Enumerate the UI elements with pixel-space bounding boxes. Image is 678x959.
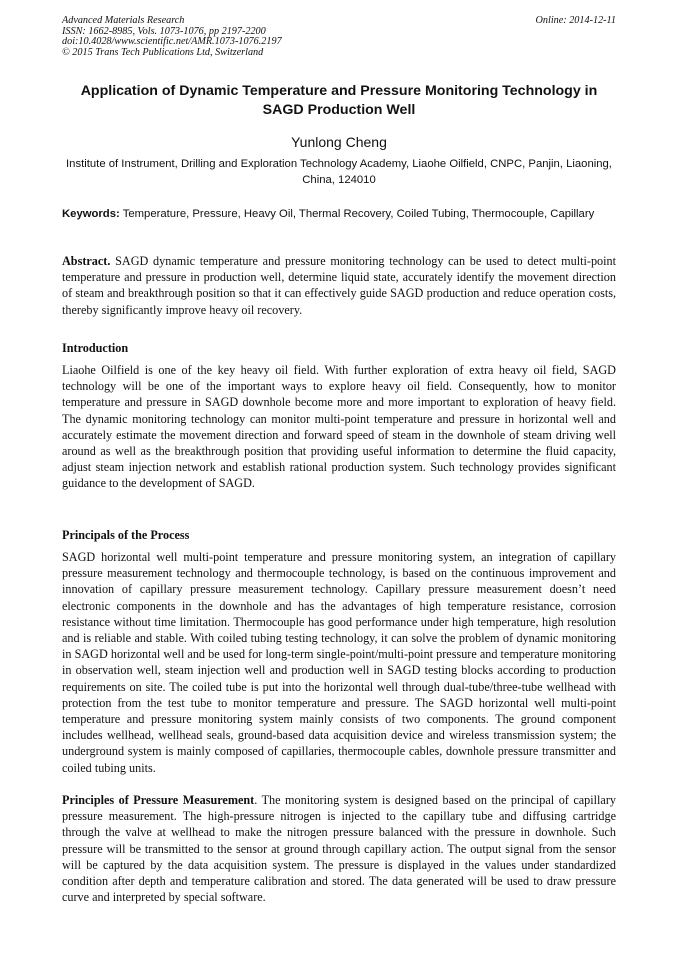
- paper-title: Application of Dynamic Temperature and Pressure Monitoring Technology in SAGD Production Well: [80, 83, 598, 118]
- copyright-line: © 2015 Trans Tech Publications Ltd, Switzerland: [62, 46, 264, 58]
- issn-line: ISSN: 1662-8985, Vols. 1073-1076, pp 2197-2200: [62, 25, 266, 37]
- principals-paragraph: SAGD horizontal well multi-point temperature and pressure monitoring system, an integration of capillary pressure measurement technology and thermocouple technology, is based on the continuous improvement and innovation of capillary pressure measurement technology. Capillary pressure measurement doesn’t need electronic components in the downhole and has the advantages of high temperature resistance, corrosion resistance without time limitation. Thermocouple has good performance under high temperature, high resolution and is reliable and stable. With coiled tubing testing technology, it can solve the problem of dynamic monitoring in SAGD horizontal well and be used for long-term single-point/multi-point pressure and temperature monitoring in observation well, steam injection well and production well in SAGD testing blocks according to production requirements on site. The coiled tube is put into the horizontal well through dual-tube/three-tube wellhead with protection from the test tube to monitor temperature and pressure. The SAGD horizontal well multi-point temperature and pressure monitoring system mainly consists of two components. The ground component includes wellhead, wellhead seals, ground-based data acquisition device and wireless transmission system; the underground system is mainly composed of capillaries, thermocouple cables, downhole pressure transmitter and coiled tubing units.: [62, 550, 616, 775]
- author-name: Yunlong Cheng: [291, 134, 387, 150]
- publication-header: [62, 16, 616, 58]
- pressure-measurement-paragraph: [62, 792, 616, 905]
- abstract-label: Abstract.: [62, 254, 111, 268]
- keywords: [62, 207, 616, 223]
- doi-line: doi:10.4028/www.scientific.net/AMR.1073-1076.2197: [62, 36, 282, 48]
- introduction-paragraph: Liaohe Oilfield is one of the key heavy oil field. With further exploration of extra heavy oil field, SAGD technology will be one of the important ways to explore heavy oil field. Consequently, how to monitor temperature and pressure in SAGD downhole become more and more important to exploration of heavy field. The dynamic monitoring technology can monitor multi-point temperature and pressure in horizontal well and accurately estimate the movement direction and forward speed of steam in the downhole of steam driving well around as well as the breakthrough position that providing useful information to determine the fluid capacity, adjust steam injection network and establish rational production system. Such technology provides significant guidance to the development of SAGD.: [62, 363, 616, 491]
- pressure-measurement-heading: Principles of Pressure Measurement: [62, 793, 255, 807]
- section-heading-introduction: Introduction: [62, 341, 129, 355]
- abstract-text: SAGD dynamic temperature and pressure monitoring technology can be used to detect multi-point temperature and pressure in production well, determine liquid state, accurately identify the movement direction of steam and breakthrough position so that it can effectively guide SAGD production and reduce operation costs, thereby significantly improve heavy oil recovery.: [62, 254, 616, 317]
- pressure-measurement-text: . The monitoring system is designed based on the principal of capillary pressure measurement. The high-pressure nitrogen is injected to the capillary tube and diffusing cartridge through the valve at wellhead to make the nitrogen pressure balanced with the pressure in downhole. Such pressure will be transmitted to the sensor at ground through capillary action. The output signal from the sensor will be captured by the data acquisition system. The pressure is displayed in the values under standardized condition after depth and temperature calibration and stored. The data generated will be used to draw pressure curve and interpreted by special software.: [62, 793, 616, 905]
- keywords-label: Keywords:: [62, 208, 120, 220]
- section-heading-principals: Principals of the Process: [62, 528, 190, 542]
- keywords-text: Temperature, Pressure, Heavy Oil, Thermal Recovery, Coiled Tubing, Thermocouple, Capillary: [122, 208, 595, 220]
- online-date: Online: 2014-12-11: [535, 15, 616, 26]
- journal-name: Advanced Materials Research: [62, 15, 185, 26]
- abstract: [62, 253, 616, 318]
- affiliation: Institute of Instrument, Drilling and Exploration Technology Academy, Liaohe Oilfield, CNPC, Panjin, Liaoning, China, 124010: [66, 158, 612, 187]
